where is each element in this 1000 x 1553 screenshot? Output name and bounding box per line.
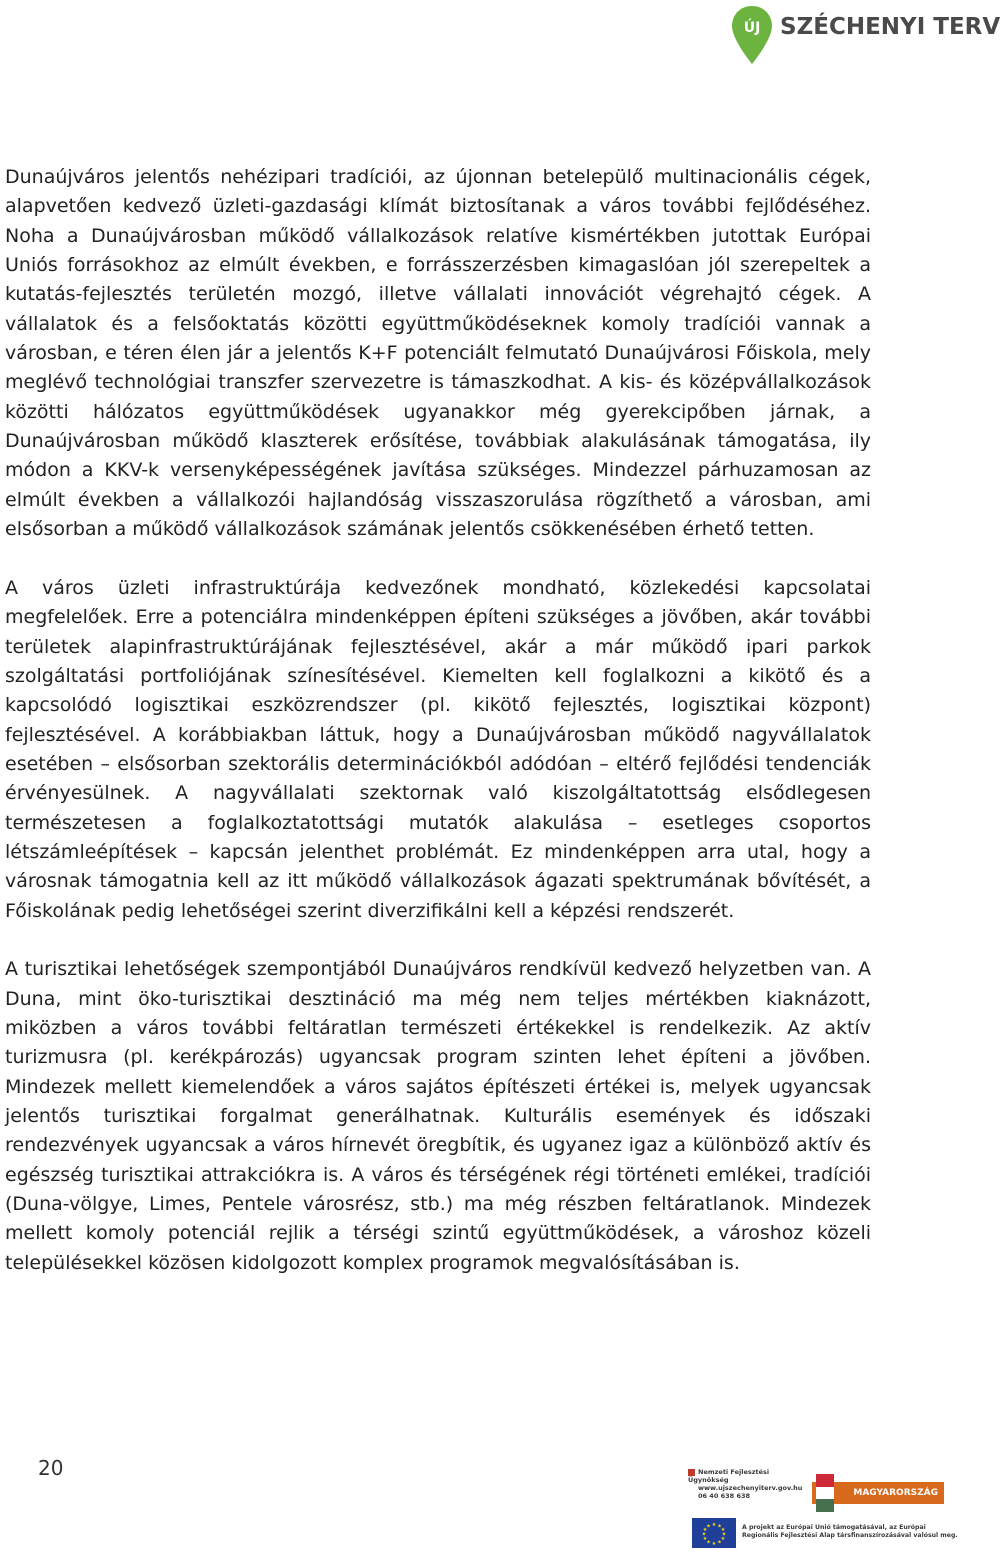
svg-text:★: ★ xyxy=(717,1523,722,1530)
svg-text:★: ★ xyxy=(706,1539,711,1546)
svg-text:★: ★ xyxy=(702,1527,708,1533)
nfu-mark-icon xyxy=(688,1469,695,1476)
paragraph-2: A város üzleti infrastruktúrája kedvezőnek mondható, közlekedési kapcsolatai megfelelőek. Erre a potenciálra mindenképpen építeni szükséges a jövőben, akár további területek alapinfrastruktúrájának fejlesztésével, akár a már működő ipari parkok szolgáltatási portfoliójának színesítésével. Kiemelten kell foglalkozni a kikötő és a kapcsolódó logisztikai eszközrendszer (pl. kikötő fejlesztés, logisztikai központ) fejlesztésével. A korábbiakban láttuk, hogy a Dunaújvárosban működő nagyvállalatok esetében – elsősorban szektorális determinációkból adódóan – eltérő fejlődési tendenciák érvényesülnek. A nagyvállalati szektornak való kiszolgáltatottság elsődlegesen természetesen a foglalkoztatottsági mutatók alakulása – esetleges csoportos létszámleépítések – kapcsán jelenthet problémát. Ez mindenképpen arra utal, hogy a városnak támogatnia kell az itt működő vállalkozások ágazati spektrumának bővítését, a Főiskolának pedig lehetőségei szerint diverzifikálni kell a képzési rendszerét. xyxy=(5,576,871,922)
svg-text:★: ★ xyxy=(711,1522,717,1528)
svg-text:★: ★ xyxy=(720,1527,726,1533)
map-pin-icon xyxy=(730,4,774,66)
hungarian-flag-icon xyxy=(816,1474,834,1512)
szechenyi-terv-logo xyxy=(720,0,1000,70)
eu-funding-line-2: Regionális Fejlesztési Alap társfinanszírozásával valósul meg. xyxy=(742,1532,958,1539)
eu-funding-text xyxy=(742,1524,958,1540)
logo-pin-text: ÚJ xyxy=(743,20,761,36)
paragraph-3: A turisztikai lehetőségek szempontjából Dunaújváros rendkívül kedvező helyzetben van. A Duna, mint öko-turisztikai desztináció ma még nem teljes mértékben kiaknázott, miközben a város további feltáratlan természeti értékekkel is rendelkezik. Az aktív turizmusra (pl. kerékpározás) ugyancsak program szinten lehet építeni a jövőben. Mindezek mellett kiemelendőek a város sajátos építészeti értékei is, melyek ugyancsak jelentős turisztikai forgalmat generálhatnak. Kulturális események és időszaki rendezvények ugyancsak a város hírnevét öregbítik, és ugyanez igaz a különböző aktív és egészség turisztikai attrakciókra is. A város és térségének régi történeti emlékei, tradíciói (Duna-völgye, Limes, Pentele városrész, stb.) ma még részben feltáratlanok. Mindezek mellett komoly potenciál rejlik a térségi szintű együttműködések, a városhoz közeli településekkel közösen kidolgozott komplex programok megvalósításában is. xyxy=(5,958,871,1274)
logo-text: SZÉCHENYI TERV xyxy=(780,14,1000,40)
nfu-phone: 06 40 638 638 xyxy=(698,1492,751,1500)
document-body xyxy=(5,163,871,1307)
svg-text:★: ★ xyxy=(701,1531,707,1538)
nfu-website: www.ujszechenyiterv.gov.hu xyxy=(698,1484,803,1492)
svg-text:★: ★ xyxy=(711,1541,717,1547)
paragraph-1: Dunaújváros jelentős nehézipari tradíciói, az újonnan betelepülő multinacionális cégek, alapvetően kedvező üzleti-gazdasági klímát biztosítanak a város további fejlődéséhez. Noha a Dunaújvárosban működő vállalkozások relatíve kismértékben jutottak Európai Uniós forrásokhoz az elmúlt években, e forrásszerzésben kimagaslóan jól szerepeltek a kutatás-fejlesztés területén mozgó, illetve vállalati innovációt végrehajtó cégek. A vállalatok és a felsőoktatás közötti együttműködéseknek komoly tradíciói vannak a városban, e téren élen jár a jelentős K+F potenciált felmutató Dunaújvárosi Főiskola, mely meglévő technológiai transzfer szervezetre is támaszkodhat. A kis- és középvállalkozások közötti hálózatos együttműködések ugyanakkor még gyerekcipőben járnak, a Dunaújvárosban működő klaszterek erősítése, továbbiak alakulásának támogatása, ily módon a KKV-k versenyképességének javítása szükséges. Mindezzel párhuzamosan az elmúlt években a vállalkozói hajlandóság visszaszorulása rögzíthető a városban, ami elsősorban a működő vállalkozások számának jelentős csökkenésében érhető tetten. xyxy=(5,166,871,541)
svg-text:★: ★ xyxy=(702,1536,708,1542)
svg-text:★: ★ xyxy=(706,1523,711,1530)
footer-logos xyxy=(688,1468,960,1553)
nfu-logo xyxy=(688,1468,804,1512)
eu-funding-line-1: A projekt az Európai Unió támogatásával, az Európai xyxy=(742,1524,926,1531)
svg-text:★: ★ xyxy=(721,1531,727,1538)
svg-text:★: ★ xyxy=(717,1539,722,1546)
svg-text:★: ★ xyxy=(720,1536,726,1542)
magyarorszag-megujul-banner: MAGYARORSZÁG MEGÚJUL xyxy=(812,1482,944,1504)
eu-flag-icon xyxy=(692,1518,736,1548)
page-number: 20 xyxy=(38,1456,64,1480)
nfu-name: Nemzeti Fejlesztési Ügynökség xyxy=(688,1468,770,1484)
